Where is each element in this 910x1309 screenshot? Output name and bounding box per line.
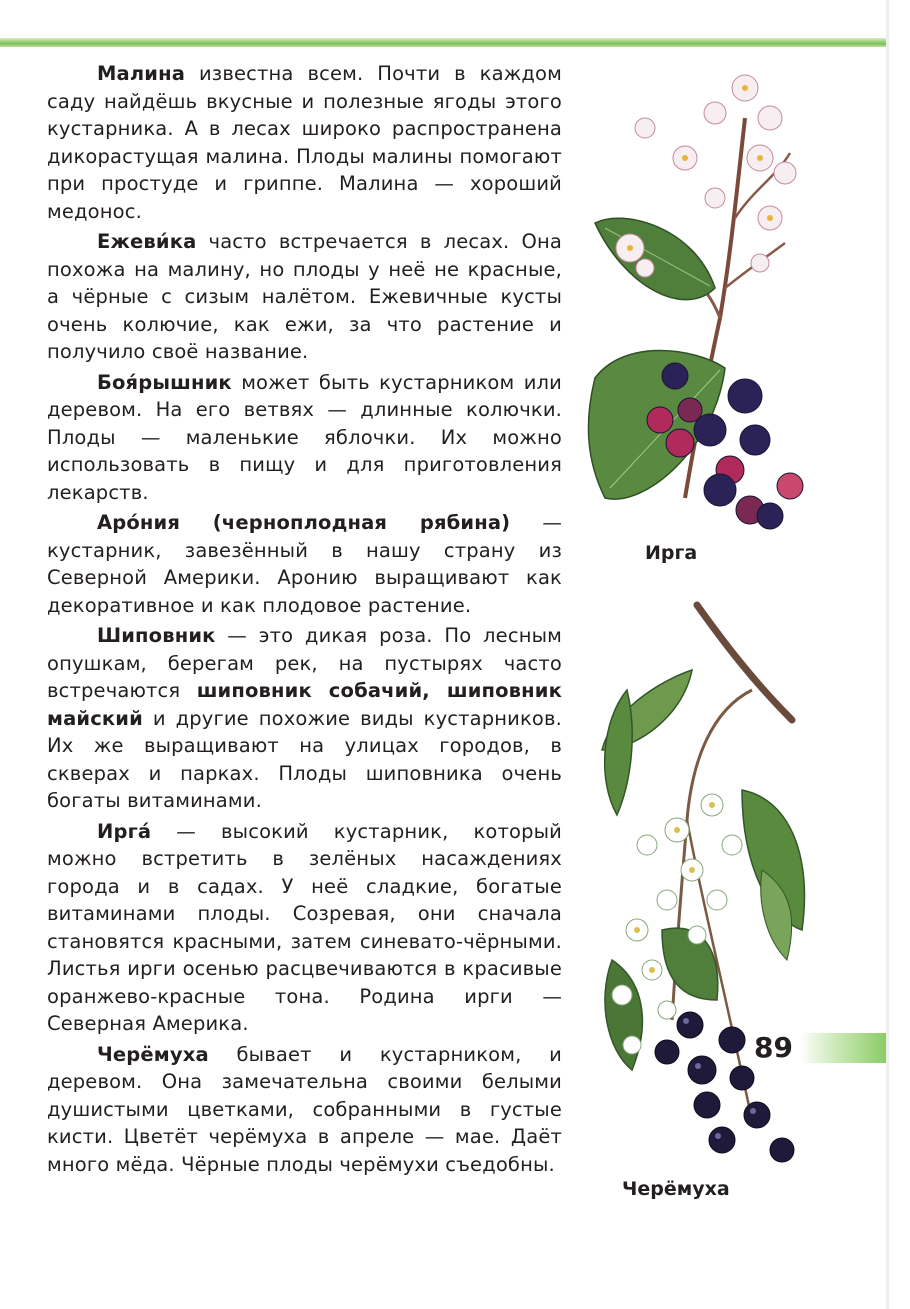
text-boyaryshnik: может быть кустарником или деревом. На его ветвях — длинные колючки. Плоды — маленькие яблочки. Их можно использовать в пищу и для приготовления лекарств. [47, 370, 562, 504]
paragraph-ezhevika [47, 228, 562, 366]
term-irga: Ирга́ [97, 819, 152, 843]
paragraph-cheryomukha [47, 1041, 562, 1179]
page-number-bar [800, 1033, 886, 1063]
term-cheryomukha: Черёмуха [97, 1042, 209, 1066]
text-cheryomukha: бывает и кустарником, и деревом. Она замечательна своими белыми душистыми цветками, собранными в густые кисти. Цветёт черёмуха в апреле — мае. Даёт много мёда. Чёрные плоды черёмухи съедобны. [47, 1042, 562, 1176]
page-number: 89 [754, 1031, 793, 1064]
top-decorative-bar [0, 38, 886, 47]
text-aroniya: — кустарник, завезённый в нашу страну из Северной Америки. Аронию выращивают как декоративное и как плодовое растение. [47, 511, 563, 617]
main-text-column [47, 60, 562, 1181]
text-ezhevika: часто встречается в лесах. Она похожа на малину, но плоды у неё не красные, а чёрные с сизым налётом. Ежевичные кусты очень колючие, как ежи, за что растение и получило своё название. [47, 230, 562, 363]
paragraph-boyaryshnik [47, 369, 562, 507]
term-ezhevika: Ежеви́ка [97, 230, 197, 253]
term-aroniya: Аро́ния (черноплодная рябина) [97, 511, 511, 534]
term-shipovnik: Шиповник [97, 624, 216, 647]
paragraph-malina [47, 60, 562, 225]
caption-cheryomukha: Черёмуха [622, 1178, 730, 1200]
irga-illustration [585, 58, 810, 538]
text-malina: известна всем. Почти в каждом саду найдёшь вкусные и полезные ягоды этого кустарника. А в лесах широко распространена дикорастущая малина. Плоды малины помогают при простуде и гриппе. Малина — хороший медонос. [47, 62, 562, 223]
paragraph-shipovnik [47, 622, 562, 815]
paragraph-irga [47, 818, 562, 1038]
text-shipovnik-2: и другие похожие виды кустарников. Их же выращивают на улицах городов, в скверах и парках. Плоды шиповника очень богаты витаминами. [47, 706, 562, 812]
page-edge [886, 0, 889, 1309]
text-shipovnik: — это дикая роза. По лесным опушкам, берегам рек, на пустырях часто встречаются [47, 624, 562, 702]
caption-irga: Ирга [645, 542, 698, 564]
text-irga: — высокий кустарник, который можно встретить в зелёных насаждениях города и в садах. У неё сладкие, богатые витаминами плоды. Созревая, они сначала становятся красными, затем синевато-чёрными. Листья ирги осенью расцвечиваются в красивые оранжево-красные тона. Родина ирги — Северная Америка. [47, 819, 562, 1035]
cheryomukha-illustration [592, 600, 820, 1180]
term-boyaryshnik: Боя́рышник [97, 370, 232, 394]
paragraph-aroniya [47, 509, 562, 619]
term-shipovnik-species: шиповник собачий, шиповник майский [47, 679, 562, 730]
term-malina: Малина [97, 62, 186, 85]
